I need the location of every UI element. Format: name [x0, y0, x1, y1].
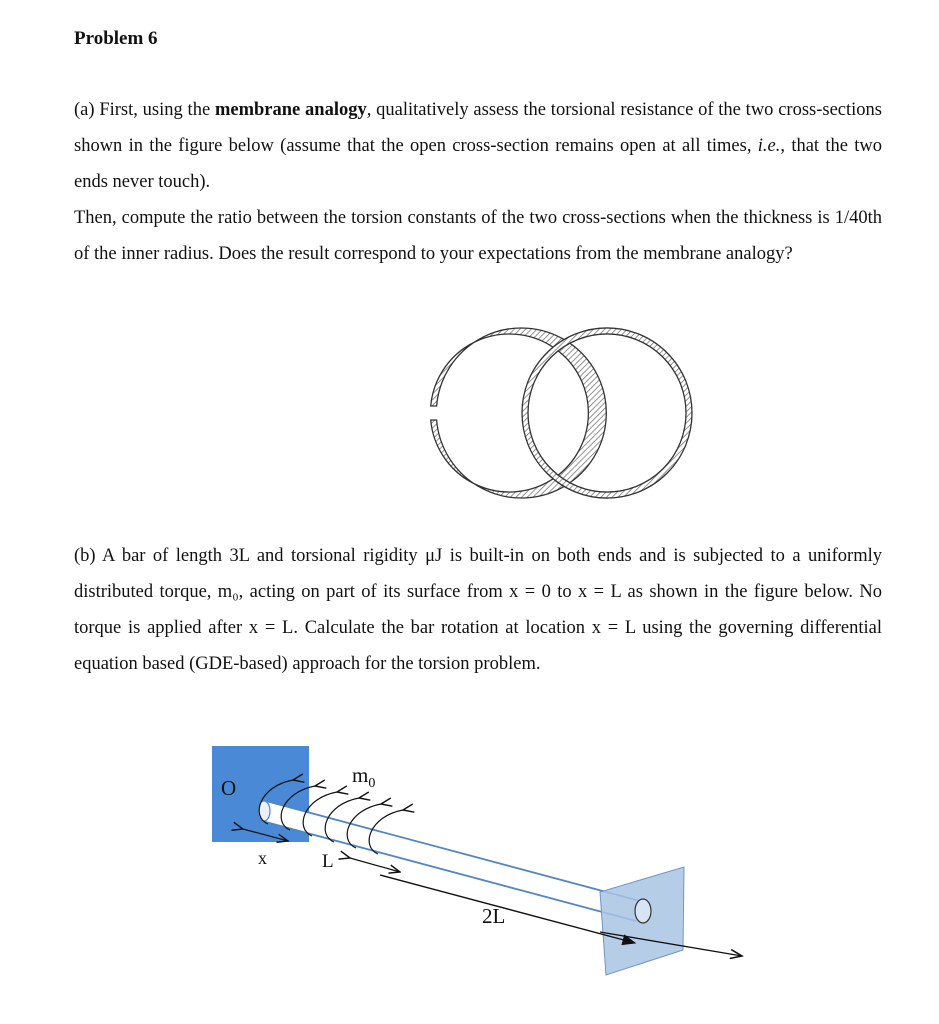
- part-a-s5: , that the two ends never touch).: [74, 136, 883, 192]
- membrane-analogy-emphasis: membrane analogy: [214, 100, 367, 120]
- torque-symbol: m: [352, 763, 369, 787]
- bar: [258, 801, 640, 921]
- torque-subscript: 0: [368, 776, 376, 791]
- x-label: x: [258, 848, 267, 868]
- origin-label: O: [221, 776, 237, 800]
- problem-title: Problem 6: [74, 28, 158, 49]
- torque-label: [352, 763, 375, 791]
- part-a-s3: , qualitatively assess the torsional resistance of the two cross-sections shown in the figure below (assume that the open cross-section remains open at all times,: [74, 100, 882, 156]
- 2L-label: 2L: [482, 904, 506, 928]
- part-b-text: (b) A bar of length 3L and torsional rigidity μJ is built-in on both ends and is subjected to a uniformly distributed torque, m₀, acting on part of its surface from x = 0 to x = L as shown in the figure below. No torque is applied after x = L. Calculate the bar rotation at location x = L using the governing differential equation based (GDE-based) approach for the torsion problem.: [74, 546, 882, 674]
- L-dimension-arrow: [350, 858, 400, 872]
- part-a-s1: (a) First, using the: [74, 100, 215, 120]
- ie-abbrev: i.e.: [757, 136, 781, 156]
- L-label: L: [322, 851, 334, 872]
- right-wall-support: [600, 867, 684, 975]
- part-a-s6: Then, compute the ratio between the torsion constants of the two cross-sections when the thickness is 1/40th of the inner radius. Does the result correspond to your expectations from the membrane analogy?: [74, 208, 882, 264]
